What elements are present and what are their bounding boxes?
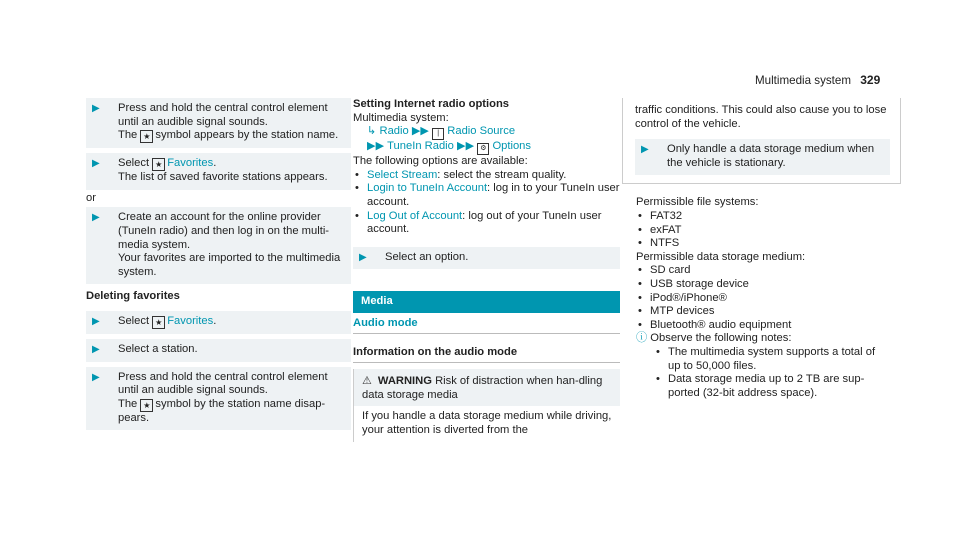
star-icon: ★ (140, 130, 153, 143)
list-item: • Bluetooth® audio equipment (650, 319, 890, 333)
arrow-icon: ▶ (92, 103, 100, 114)
star-icon: ★ (152, 316, 165, 329)
list-item: • NTFS (650, 237, 890, 251)
list-item: • Data storage media up to 2 TB are sup-ported (32-bit address space). (668, 373, 890, 400)
step-text: The ★ symbol by the station name disap-pears. (118, 397, 326, 424)
filesystems-list (636, 210, 890, 251)
step-text: The ★ symbol appears by the station name. (118, 129, 339, 142)
step-text: The list of saved favorite stations appears. (118, 171, 328, 184)
page-header (755, 74, 920, 88)
list-item: • Select Stream: select the stream quality. (367, 169, 620, 183)
column-3 (620, 98, 890, 400)
step-text: Your favorites are imported to the multimedia system. (118, 252, 341, 278)
warning-header: ⚠ WARNING Risk of distraction when han-dling data storage media (354, 369, 620, 406)
step-text: Select a station. (118, 342, 198, 355)
step-text: Select ★ Favorites. (118, 157, 217, 170)
section-heading: Deleting favorites (86, 290, 180, 303)
step (86, 207, 351, 284)
step-text: Press and hold the central control element until an audible signal sounds. (118, 102, 328, 128)
step-text: Create an account for the online provider (TuneIn radio) and then log in on the multi-media system. (118, 211, 330, 251)
star-icon: ★ (140, 399, 153, 412)
list-item: • SD card (650, 264, 890, 278)
step-text: Press and hold the central control element until an audible signal sounds. (118, 370, 328, 397)
list-item: • iPod®/iPhone® (650, 292, 890, 306)
step (86, 367, 351, 431)
arrow-icon: ▶ (92, 158, 100, 170)
notes-intro: ⓘ Observe the following notes: (636, 332, 792, 345)
info-heading: Information on the audio mode (353, 346, 620, 364)
arrow-icon: ▶ (92, 371, 100, 383)
section-heading: Setting Internet radio options (353, 98, 510, 110)
filesystems-intro: Permissible file systems: (636, 196, 759, 209)
step-text: Select an option. (385, 250, 469, 263)
list-item: • FAT32 (650, 210, 890, 224)
arrow-icon: ▶ (92, 212, 100, 224)
media-list (636, 264, 890, 332)
step (353, 247, 620, 270)
menu-path: ▶▶ TuneIn Radio ▶▶ ⚙ Options (353, 140, 620, 155)
notes-list (636, 346, 890, 400)
info-icon: ⓘ (636, 332, 651, 345)
intro-text: Multimedia system: (353, 111, 449, 124)
menu-path: ↳ Radio ▶▶ | Radio Source (353, 125, 620, 140)
warning-body: If you handle a data storage medium while driving, your attention is diverted from the (362, 410, 612, 436)
section-title: Multimedia system (755, 74, 851, 87)
warning-box (353, 369, 620, 441)
list-item: • MTP devices (650, 305, 890, 319)
subsection-title: Audio mode (353, 317, 620, 334)
list-item: • exFAT (650, 224, 890, 238)
options-intro: The following options are available: (353, 155, 528, 168)
warning-continued-text: traffic conditions. This could also cause you to lose control of the vehicle. (635, 104, 887, 130)
radio-source-icon: | (432, 128, 444, 140)
arrow-icon: ▶ (92, 315, 100, 327)
section-banner: Media (353, 291, 620, 313)
arrow-icon: ▶ (92, 343, 100, 355)
step (86, 98, 351, 148)
list-item: • Log Out of Account: log out of your TuneIn user account. (367, 210, 620, 237)
list-item: • USB storage device (650, 278, 890, 292)
warning-icon: ⚠ (362, 375, 372, 388)
step (86, 153, 351, 190)
warning-continued (622, 98, 901, 184)
list-item: • Login to TuneIn Account: log in to your TuneIn user account. (367, 182, 620, 209)
page-number: 329 (860, 73, 881, 87)
step-text: Only handle a data storage medium when the vehicle is stationary. (667, 143, 875, 169)
column-1 (86, 98, 351, 430)
list-item: • The multimedia system supports a total of up to 50,000 files. (668, 346, 890, 373)
step: ▶ Select ★ Favorites. (86, 311, 351, 334)
star-icon: ★ (152, 158, 165, 171)
arrow-icon: ▶ (641, 144, 649, 156)
arrow-icon: ▶ (359, 251, 367, 263)
column-2 (353, 98, 620, 442)
step (635, 139, 890, 175)
options-list (353, 169, 620, 237)
step (86, 339, 351, 362)
media-intro: Permissible data storage medium: (636, 250, 806, 263)
or-text: or (86, 191, 96, 204)
gear-icon: ⚙ (477, 143, 489, 155)
